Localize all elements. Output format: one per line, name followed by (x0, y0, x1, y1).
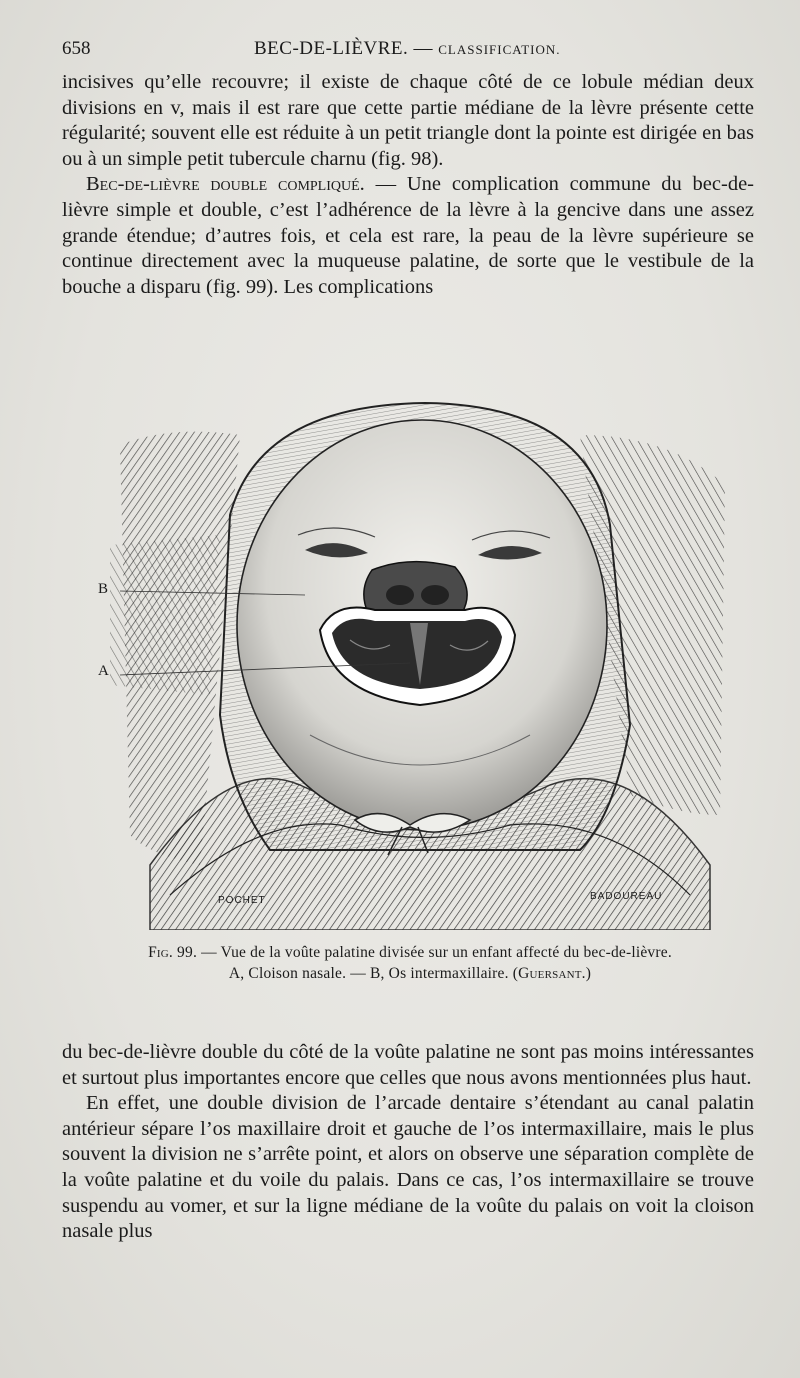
paragraph-body: — Une complication commune du bec-de-lièvre simple et double, c’est l’adhérence de la lèvre à la gencive dans une assez grande étendue; d’autres fois, et cela est rare, la peau de la lèvre supérieure se continue directement avec la muqueuse palatine, de sorte que le vestibule de la bouche a disparu (fig. 99). Les complications (62, 173, 754, 298)
running-title (254, 38, 561, 60)
running-title-section: CLASSIFICATION. (438, 42, 561, 57)
engraver-signature-right: BADOUREAU (590, 891, 663, 902)
figure-label-a: A (98, 663, 109, 679)
caption-line-2: A, Cloison nasale. — B, Os intermaxillaire. (Guersant.) (228, 965, 592, 982)
upper-text-block (62, 70, 754, 300)
figure-caption (60, 942, 760, 984)
page-header (62, 36, 762, 64)
paragraph-complicated-cleft (62, 172, 754, 300)
paragraph-en-effet: En effet, une double division de l’arcade dentaire s’étendant au canal palatin antérieur sépare l’os maxillaire droit et gauche de l’os intermaxillaire, mais le plus souvent la division ne s’arrête point, et alors on observe une séparation complète de la voûte palatine et du voile du palais. Dans ce cas, l’os intermaxillaire se trouve suspendu au vomer, et sur la ligne médiane de la voûte du palais on voit la cloison nasale plus (62, 1092, 754, 1243)
running-title-main: BEC-DE-LIÈVRE. — (254, 38, 439, 59)
figure-label-b: B (98, 581, 109, 597)
section-heading: Bec-de-lièvre double compliqué. (86, 173, 365, 196)
caption-author: Guersant (518, 965, 582, 982)
figure-99-engraving (98, 395, 735, 930)
paragraph-continuation: incisives qu’elle recouvre; il existe de chaque côté de ce lobule médian deux divisions en v, mais il est rare que cette partie médiane de la lèvre présente cette régularité; souvent elle est réduite à un petit triangle dont la pointe est dirigée en bas ou à un simple petit tubercule charnu (fig. 98). (62, 71, 754, 170)
engraver-signature-left: POCHET (218, 895, 266, 906)
caption-fig-number: Fig. 99. (148, 944, 198, 961)
infant-illustration (110, 395, 735, 930)
lower-text-block (62, 1040, 754, 1245)
page-number: 658 (62, 38, 91, 59)
caption-line-1: Fig. 99. — Vue de la voûte palatine divisée sur un enfant affecté du bec-de-lièvre. (148, 944, 672, 961)
paragraph-complications: du bec-de-lièvre double du côté de la voûte palatine ne sont pas moins intéressantes et surtout plus importantes encore que celles que nous avons mentionnées plus haut. (62, 1041, 754, 1089)
